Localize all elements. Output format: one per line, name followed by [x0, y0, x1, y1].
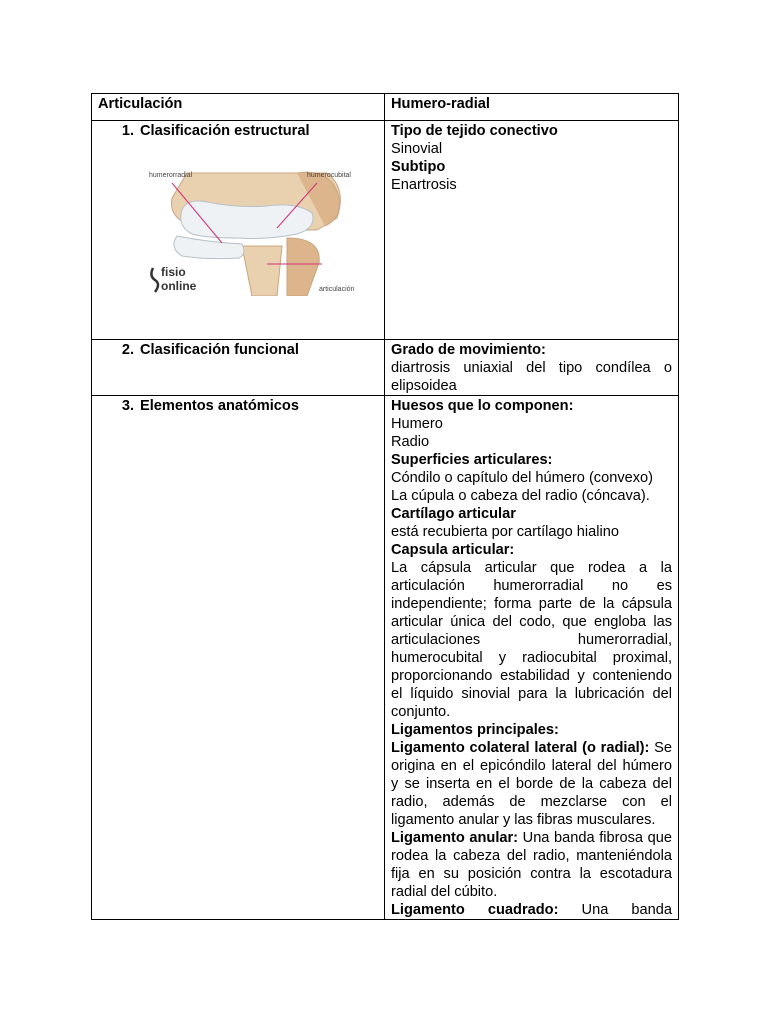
functional-cell [92, 340, 385, 396]
header-cell-joint [92, 94, 385, 121]
ligament-annular-text: Una banda fibrosa que rodea la cabeza del radio, manteniéndola fija en su posición contra la escotadura radial del cúbito. [391, 830, 672, 900]
ligament-lateral-text: Se origina en el epicóndilo lateral del húmero y se inserta en el borde de la cabeza del radio, además de mezclarse con el ligamento anular y las fibras musculares. [391, 740, 672, 828]
elbow-joint-svg [147, 168, 367, 296]
cartilage-heading: Cartílago articular [391, 506, 516, 522]
structural-cell [92, 121, 385, 340]
ligament-annular-title: Ligamento anular: [391, 830, 519, 846]
subtype-value: Enartrosis [391, 177, 457, 193]
logo-text-online: online [161, 279, 197, 293]
surface-condyle: Cóndilo o capítulo del húmero (convexo) [391, 470, 654, 486]
header-label-humero-radial: Humero-radial [391, 96, 490, 112]
movement-degree-heading: Grado de movimiento: [391, 342, 546, 358]
connective-tissue-heading: Tipo de tejido conectivo [391, 123, 558, 139]
movement-degree-value: diartrosis uniaxial del tipo condílea o elipsoidea [391, 360, 672, 394]
structural-details-cell [385, 121, 679, 340]
header-cell-name [385, 94, 679, 121]
ligament-lateral-paragraph [391, 739, 672, 829]
logo-text-fisio: fisio [161, 265, 186, 279]
ligaments-heading: Ligamentos principales: [391, 722, 559, 738]
anatomical-details-cell [385, 396, 679, 920]
surfaces-heading: Superficies articulares: [391, 452, 553, 468]
subtype-heading: Subtipo [391, 159, 446, 175]
bone-radio: Radio [391, 434, 430, 450]
table-row-anatomical [92, 396, 679, 920]
ligament-lateral-title: Ligamento colateral lateral (o radial): [391, 740, 650, 756]
cartilage-text: está recubierta por cartílago hialino [391, 524, 619, 540]
item-number: 3. [121, 398, 134, 414]
capsule-text: La cápsula articular que rodea a la articulación humerorradial no es independiente; forma parte de la cápsula articular única del codo, que engloba las articulaciones humerorradial, humerocubital y radiocubital proximal, proporcionando estabilidad y conteniendo el líquido sinovial para la lubricación del conjunto. [391, 560, 672, 720]
bones-heading: Huesos que lo componen: [391, 398, 574, 414]
capsule-heading: Capsula articular: [391, 542, 515, 558]
table-row-structural [92, 121, 679, 340]
ligament-quadrate-text: Una banda [581, 902, 672, 918]
surface-radial-head: La cúpula o cabeza del radio (cóncava). [391, 488, 650, 504]
table-header-row [92, 94, 679, 121]
joint-classification-table [91, 93, 679, 920]
bone-humero: Humero [391, 416, 443, 432]
item-number: 2. [121, 342, 134, 358]
table-row-functional [92, 340, 679, 396]
functional-details-cell [385, 340, 679, 396]
anatomical-cell [92, 396, 385, 920]
item-number: 1. [121, 123, 134, 139]
connective-tissue-value: Sinovial [391, 141, 443, 157]
item-title-structural: Clasificación estructural [140, 123, 310, 139]
ligament-quadrate-paragraph [391, 901, 672, 919]
item-title-functional: Clasificación funcional [140, 342, 299, 358]
label-articulacion: articulación [319, 286, 355, 293]
item-title-anatomical: Elementos anatómicos [140, 398, 299, 414]
header-label-articulacion: Articulación [98, 96, 183, 112]
ligament-annular-paragraph [391, 829, 672, 901]
label-humerocubital: humerocubital [307, 172, 351, 179]
ligament-quadrate-title: Ligamento cuadrado: [391, 902, 559, 918]
label-humerorradial: humerorradial [149, 172, 193, 179]
elbow-joint-illustration [147, 168, 367, 296]
